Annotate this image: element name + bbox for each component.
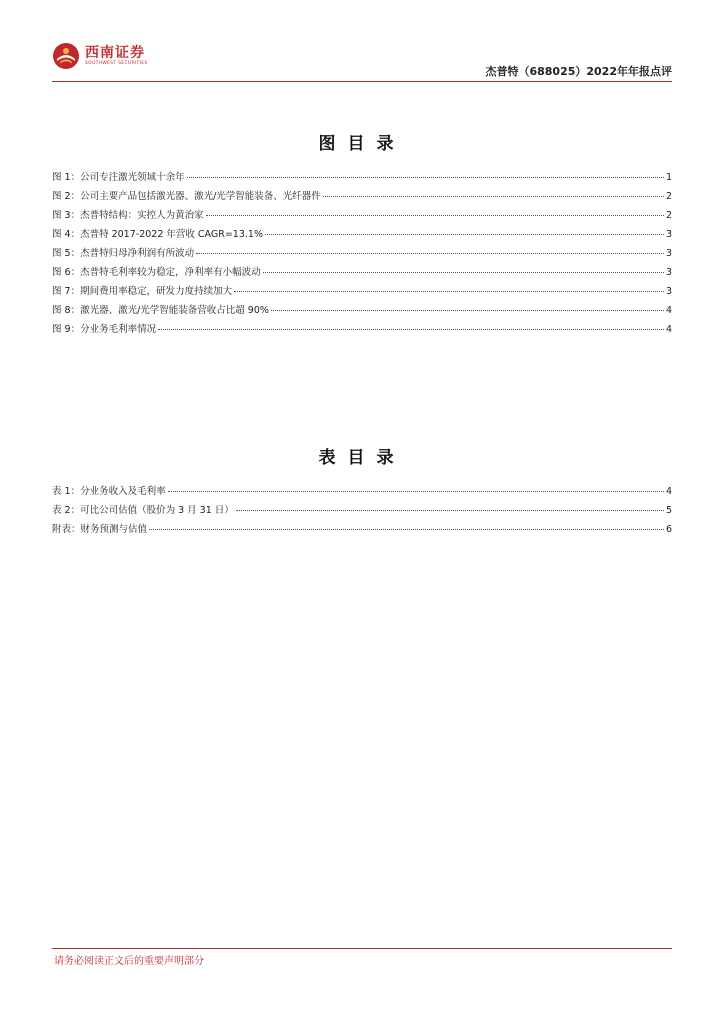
toc-leader-dots xyxy=(271,310,664,311)
logo-chinese-name: 西南证券 xyxy=(85,45,145,61)
toc-leader-dots xyxy=(158,329,664,330)
report-title: 杰普特（688025）2022年年报点评 xyxy=(485,65,672,78)
toc-entry[interactable] xyxy=(52,502,672,521)
toc-leader-dots xyxy=(263,272,664,273)
toc-entry-page: 4 xyxy=(665,486,672,497)
toc-entry-label: 表 1：分业务收入及毛利率 xyxy=(52,486,166,497)
toc-leader-dots xyxy=(149,529,664,530)
toc-entry[interactable] xyxy=(52,521,672,540)
toc-leader-dots xyxy=(236,510,664,511)
toc-entry-page: 4 xyxy=(665,305,672,316)
toc-entry-page: 2 xyxy=(665,210,672,221)
header-divider xyxy=(52,81,672,82)
toc-entry-page: 1 xyxy=(665,172,672,183)
figures-toc-list xyxy=(52,169,672,340)
toc-entry-page: 6 xyxy=(665,524,672,535)
toc-entry[interactable] xyxy=(52,169,672,188)
toc-entry-label: 图 9：分业务毛利率情况 xyxy=(52,324,157,335)
toc-entry[interactable] xyxy=(52,264,672,283)
toc-entry[interactable] xyxy=(52,207,672,226)
tables-toc-title: 表目录 xyxy=(318,448,406,468)
footer-divider xyxy=(52,948,672,949)
toc-entry[interactable] xyxy=(52,245,672,264)
toc-entry-label: 附表：财务预测与估值 xyxy=(52,524,148,535)
toc-leader-dots xyxy=(187,177,664,178)
toc-leader-dots xyxy=(265,234,664,235)
toc-entry-page: 3 xyxy=(665,248,672,259)
toc-entry-page: 3 xyxy=(665,267,672,278)
toc-entry-label: 表 2：可比公司估值（股价为 3 月 31 日） xyxy=(52,505,234,516)
toc-entry[interactable] xyxy=(52,283,672,302)
logo-english-name: SOUTHWEST SECURITIES xyxy=(85,61,148,66)
footer-disclaimer: 请务必阅读正文后的重要声明部分 xyxy=(54,956,204,967)
toc-leader-dots xyxy=(234,291,664,292)
page-header xyxy=(52,38,672,80)
toc-entry-page: 4 xyxy=(665,324,672,335)
toc-entry-label: 图 8：激光器、激光/光学智能装备营收占比超 90% xyxy=(52,305,269,316)
toc-entry-label: 图 4：杰普特 2017-2022 年营收 CAGR=13.1% xyxy=(52,229,263,240)
toc-entry-page: 3 xyxy=(665,286,672,297)
toc-entry[interactable] xyxy=(52,226,672,245)
toc-entry-label: 图 5：杰普特归母净利润有所波动 xyxy=(52,248,195,259)
southwest-securities-logo-icon xyxy=(52,42,80,70)
company-logo xyxy=(52,42,148,70)
toc-entry[interactable] xyxy=(52,188,672,207)
toc-entry-label: 图 3：杰普特结构：实控人为黄治家 xyxy=(52,210,204,221)
tables-toc-list xyxy=(52,483,672,540)
toc-leader-dots xyxy=(168,491,664,492)
toc-entry-label: 图 1：公司专注激光领域十余年 xyxy=(52,172,185,183)
toc-leader-dots xyxy=(206,215,664,216)
toc-entry[interactable] xyxy=(52,302,672,321)
figures-toc-title: 图目录 xyxy=(318,134,406,154)
toc-entry-label: 图 2：公司主要产品包括激光器、激光/光学智能装备、光纤器件 xyxy=(52,191,321,202)
toc-entry-page: 5 xyxy=(665,505,672,516)
toc-entry[interactable] xyxy=(52,483,672,502)
toc-leader-dots xyxy=(196,253,664,254)
toc-entry-page: 2 xyxy=(665,191,672,202)
toc-entry-label: 图 7：期间费用率稳定，研发力度持续加大 xyxy=(52,286,233,297)
toc-entry-label: 图 6：杰普特毛利率较为稳定，净利率有小幅波动 xyxy=(52,267,261,278)
toc-leader-dots xyxy=(323,196,664,197)
toc-entry[interactable] xyxy=(52,321,672,340)
toc-entry-page: 3 xyxy=(665,229,672,240)
